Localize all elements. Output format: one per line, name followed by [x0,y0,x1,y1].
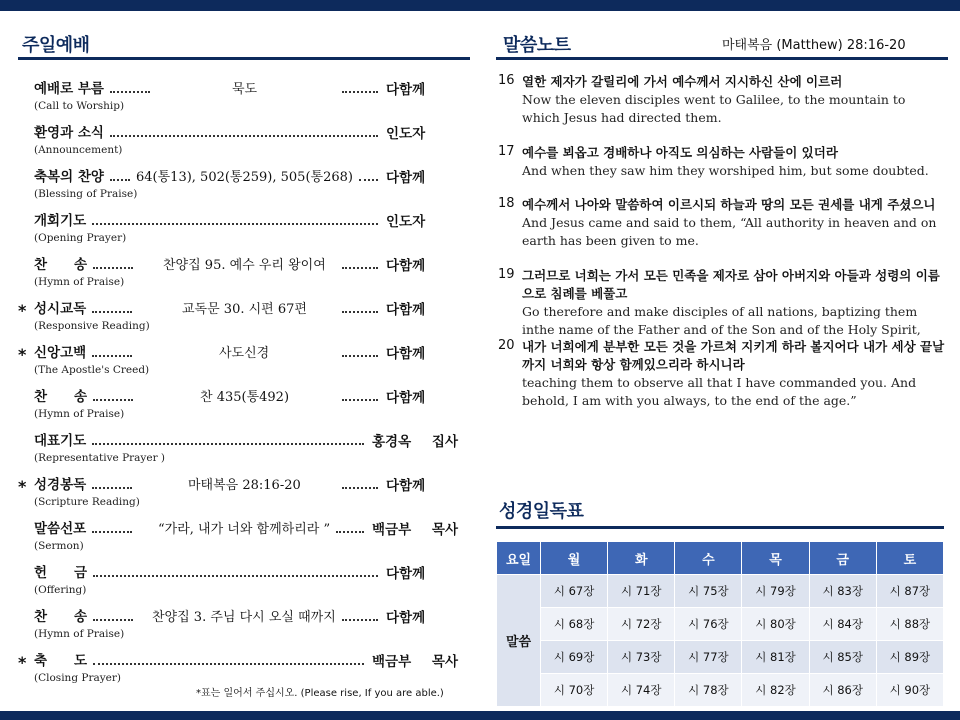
worship-item [18,121,468,165]
reading-cell: 시 76장 [675,608,742,641]
worship-item [18,517,468,561]
worship-item-name: 찬 송 [34,609,88,625]
worship-item-name: 말씀선포 [34,521,87,537]
reading-cell: 시 72장 [608,608,675,641]
reading-header-weekday: 월 [541,542,608,575]
reading-cell: 시 87장 [876,575,943,608]
worship-item [18,77,468,121]
reading-cell: 시 73장 [608,641,675,674]
reading-cell: 시 70장 [541,674,608,707]
worship-item-leader: 다함께 [386,346,426,362]
reading-table [496,541,944,707]
worship-item-content: 교독문 30. 시편 67편 [182,302,307,317]
worship-item-name: 환영과 소식 [34,125,104,141]
reading-cell: 시 67장 [541,575,608,608]
dotted-leader [92,303,132,313]
reading-cell: 시 79장 [742,575,809,608]
worship-item-leader: 다함께 [386,170,426,186]
worship-item-leader: 백금부 목사 [372,522,458,538]
worship-item [18,605,468,649]
dotted-leader [359,171,378,181]
dotted-leader [110,83,150,93]
reading-row [497,641,944,674]
worship-item-name-en: (Responsive Reading) [34,320,150,332]
worship-item-name-en: (The Apostle's Creed) [34,364,150,376]
dotted-leader [342,391,378,401]
worship-item [18,341,468,385]
dotted-leader [93,611,133,621]
worship-item-name: 헌 금 [34,565,88,581]
reading-title: 성경일독표 [499,501,584,522]
reading-row-label: 말씀 [497,575,541,707]
reading-cell: 시 78장 [675,674,742,707]
reading-header-weekday: 화 [608,542,675,575]
worship-item-leader: 다함께 [386,478,426,494]
dotted-leader [110,127,378,137]
worship-item-content: 묵도 [232,82,258,97]
worship-title-rule [18,57,470,60]
dotted-leader [110,171,130,181]
reading-cell: 시 83장 [809,575,876,608]
dotted-leader [342,611,378,621]
dotted-leader [93,655,364,665]
dotted-leader [92,479,132,489]
dotted-leader [92,523,132,533]
rise-marker: * [18,477,27,496]
dotted-leader [342,83,378,93]
verse-english: And when they saw him they worshiped him, but some doubted. [522,163,929,178]
verse-number: 18 [498,196,515,211]
worship-item-content: 64(통13), 502(통259), 505(통268) [136,170,353,185]
top-bar [0,0,960,11]
worship-item-content: 찬양집 95. 예수 우리 왕이여 [163,258,326,273]
dotted-leader [92,347,132,357]
worship-item-name-en: (Hymn of Praise) [34,408,125,420]
reading-title-rule [496,526,944,529]
worship-item-leader: 인도자 [386,126,426,142]
worship-item-name: 찬 송 [34,389,88,405]
worship-item-name-en: (Offering) [34,584,87,596]
dotted-leader [342,259,378,269]
worship-item-name: 축 도 [34,653,88,669]
sermon-title: 말씀노트 [503,35,571,56]
reading-row [497,575,944,608]
reading-cell: 시 86장 [809,674,876,707]
dotted-leader [342,479,378,489]
reading-cell: 시 82장 [742,674,809,707]
bottom-bar [0,711,960,720]
worship-title: 주일예배 [22,35,90,56]
reading-cell: 시 77장 [675,641,742,674]
worship-item-name-en: (Scripture Reading) [34,496,140,508]
worship-item [18,473,468,517]
reading-cell: 시 75장 [675,575,742,608]
reading-header-day: 요일 [497,542,541,575]
worship-item [18,297,468,341]
reading-header-weekday: 목 [742,542,809,575]
worship-item [18,209,468,253]
worship-item-leader: 백금부 목사 [372,654,458,670]
dotted-leader [342,303,378,313]
verse-number: 19 [498,267,515,282]
worship-item-content: 찬 435(통492) [200,390,290,405]
worship-item-name-en: (Hymn of Praise) [34,628,125,640]
worship-item-name-en: (Call to Worship) [34,100,125,112]
reading-table-header [497,542,944,575]
verse-korean: 예수를 뵈옵고 경배하나 아직도 의심하는 사람들이 있더라 [522,145,838,160]
worship-item-leader: 다함께 [386,390,426,406]
worship-item-leader: 다함께 [386,258,426,274]
reading-header-weekday: 토 [876,542,943,575]
worship-item-leader: 다함께 [386,82,426,98]
worship-item-name: 신앙고백 [34,345,87,361]
verse-number: 20 [498,338,515,353]
reading-row [497,608,944,641]
worship-item-name: 대표기도 [34,433,87,449]
worship-item-leader: 다함께 [386,302,426,318]
dotted-leader [93,259,133,269]
verse-korean: 내가 너희에게 분부한 모든 것을 가르쳐 지키게 하라 볼지어다 내가 세상 끝날까지 너희와 항상 함께있으리라 하시니라 [522,339,945,372]
rise-marker: * [18,301,27,320]
worship-item-name: 개회기도 [34,213,87,229]
worship-item [18,429,468,473]
reading-cell: 시 81장 [742,641,809,674]
verse-english: teaching them to observe all that I have commanded you. And behold, I am with you always, to the end of the age.” [522,375,917,408]
rise-marker: * [18,345,27,364]
reading-cell: 시 69장 [541,641,608,674]
reading-cell: 시 85장 [809,641,876,674]
dotted-leader [336,523,364,533]
reading-cell: 시 74장 [608,674,675,707]
verse-english: Now the eleven disciples went to Galilee, to the mountain to which Jesus had directed them. [522,92,906,125]
worship-item-name-en: (Closing Prayer) [34,672,121,684]
worship-item-name: 예배로 부름 [34,81,104,97]
reading-cell: 시 71장 [608,575,675,608]
worship-item-name: 성경봉독 [34,477,87,493]
scripture-reference: 마태복음 (Matthew) 28:16-20 [722,38,906,53]
reading-header-weekday: 수 [675,542,742,575]
reading-cell: 시 84장 [809,608,876,641]
worship-item-name-en: (Representative Prayer ) [34,452,166,464]
dotted-leader [93,391,133,401]
worship-item-name: 축복의 찬양 [34,169,104,185]
worship-item [18,561,468,605]
worship-item-leader: 다함께 [386,566,426,582]
worship-footnote: *표는 일어서 주십시오. (Please rise, If you are able.) [196,688,444,699]
reading-cell: 시 89장 [876,641,943,674]
verse-number: 16 [498,73,515,88]
dotted-leader [342,347,378,357]
worship-item-name: 성시교독 [34,301,87,317]
verse-korean: 예수께서 나아와 말씀하여 이르시되 하늘과 땅의 모든 권세를 내게 주셨으니 [522,197,936,212]
reading-cell: 시 68장 [541,608,608,641]
worship-item-leader: 다함께 [386,610,426,626]
verse-number: 17 [498,144,515,159]
worship-item-name-en: (Announcement) [34,144,123,156]
reading-header-weekday: 금 [809,542,876,575]
worship-item-name-en: (Blessing of Praise) [34,188,138,200]
worship-item-leader: 인도자 [386,214,426,230]
worship-item-name-en: (Hymn of Praise) [34,276,125,288]
dotted-leader [92,215,378,225]
reading-row [497,674,944,707]
worship-item-content: “가라, 내가 너와 함께하리라 ” [158,522,331,537]
verse-english: Go therefore and make disciples of all nations, baptizing them inthe name of the Father and of the Son and of the Holy Spirit, [522,304,921,337]
worship-item-name: 찬 송 [34,257,88,273]
rise-marker: * [18,653,27,672]
worship-item [18,385,468,429]
worship-item-name-en: (Opening Prayer) [34,232,127,244]
dotted-leader [92,435,364,445]
reading-cell: 시 80장 [742,608,809,641]
worship-item-content: 사도신경 [219,346,270,361]
worship-item-name-en: (Sermon) [34,540,84,552]
sermon-title-rule [496,57,948,60]
worship-item-content: 찬양집 3. 주님 다시 오실 때까지 [152,610,336,625]
verse-english: And Jesus came and said to them, “All authority in heaven and on earth has been given to me. [522,215,937,248]
worship-item-content: 마태복음 28:16-20 [188,478,301,493]
reading-cell: 시 90장 [876,674,943,707]
dotted-leader [93,567,378,577]
worship-item [18,253,468,297]
reading-cell: 시 88장 [876,608,943,641]
worship-item-leader: 홍경옥 집사 [372,434,458,450]
worship-item [18,165,468,209]
verse-korean: 그러므로 너희는 가서 모든 민족을 제자로 삼아 아버지와 아들과 성령의 이름으로 침례를 베풀고 [522,268,940,301]
verse-korean: 열한 제자가 갈릴리에 가서 예수께서 지시하신 산에 이르러 [522,74,843,89]
